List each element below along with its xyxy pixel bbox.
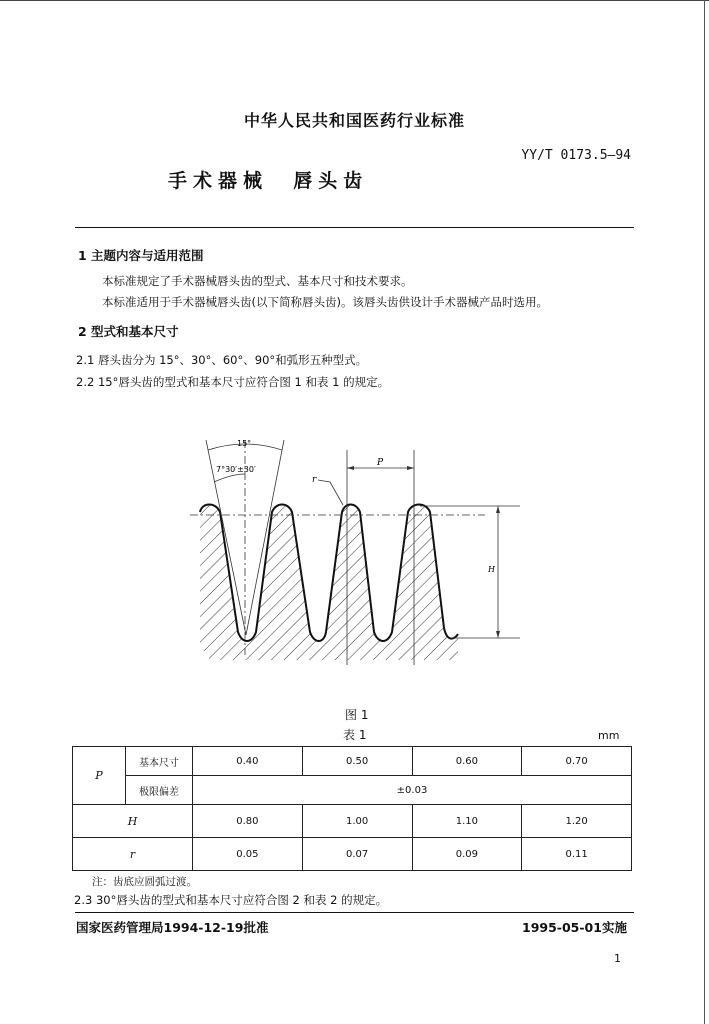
item-2-2: 2.2 15°唇头齿的型式和基本尺寸应符合图 1 和表 1 的规定。 bbox=[76, 375, 390, 389]
p-value: 0.50 bbox=[302, 747, 412, 776]
figure-caption: 图 1 bbox=[345, 708, 369, 722]
table-row bbox=[73, 747, 632, 776]
page-number: 1 bbox=[614, 952, 621, 965]
table-unit: mm bbox=[598, 729, 620, 742]
organization-title: 中华人民共和国医药行业标准 bbox=[243, 111, 465, 130]
table-caption: 表 1 bbox=[343, 728, 367, 742]
height-label: H bbox=[488, 565, 495, 574]
r-value: 0.11 bbox=[522, 838, 632, 871]
basic-size-label: 基本尺寸 bbox=[126, 747, 193, 776]
section1-para2: 本标准适用于手术器械唇头齿(以下简称唇头齿)。该唇头齿供设计手术器械产品时选用。 bbox=[102, 295, 548, 309]
item-2-1: 2.1 唇头齿分为 15°、30°、60°、90°和弧形五种型式。 bbox=[76, 353, 368, 367]
section1-heading: 1 主题内容与适用范围 bbox=[78, 248, 204, 263]
document-title: 手术器械 唇头齿 bbox=[168, 170, 369, 192]
p-value: 0.60 bbox=[412, 747, 522, 776]
h-row-label: H bbox=[73, 805, 193, 838]
header-rule bbox=[75, 227, 634, 228]
scan-top-edge bbox=[0, 0, 709, 1]
h-value: 1.10 bbox=[412, 805, 522, 838]
angle-label: 15° bbox=[237, 439, 252, 448]
tolerance-label: 极限偏差 bbox=[126, 776, 193, 805]
h-value: 0.80 bbox=[193, 805, 303, 838]
dimension-table bbox=[72, 746, 632, 871]
section2-heading: 2 型式和基本尺寸 bbox=[78, 324, 179, 339]
hatched-material bbox=[200, 505, 458, 661]
h-value: 1.20 bbox=[522, 805, 632, 838]
table-row bbox=[73, 805, 632, 838]
h-value: 1.00 bbox=[302, 805, 412, 838]
height-arrow-bottom bbox=[496, 631, 500, 638]
radius-label: r bbox=[312, 475, 317, 485]
item-2-3: 2.3 30°唇头齿的型式和基本尺寸应符合图 2 和表 2 的规定。 bbox=[74, 893, 388, 907]
r-row-label: r bbox=[73, 838, 193, 871]
approval-date: 国家医药管理局1994-12-19批准 bbox=[76, 920, 269, 935]
half-angle-label: 7°30′±30′ bbox=[216, 465, 256, 474]
r-value: 0.09 bbox=[412, 838, 522, 871]
pitch-label: P bbox=[377, 458, 384, 468]
scan-right-edge bbox=[704, 0, 705, 1024]
pitch-arrow-left bbox=[347, 466, 354, 470]
r-value: 0.07 bbox=[302, 838, 412, 871]
table-row bbox=[73, 776, 632, 805]
effective-date: 1995-05-01实施 bbox=[522, 920, 627, 935]
p-value: 0.40 bbox=[193, 747, 303, 776]
radius-leader bbox=[318, 480, 343, 505]
p-row-label: P bbox=[73, 747, 126, 805]
footer-rule bbox=[75, 912, 634, 913]
standard-code: YY/T 0173.5—94 bbox=[521, 148, 631, 163]
table-row bbox=[73, 838, 632, 871]
tolerance-value: ±0.03 bbox=[193, 776, 632, 805]
section1-para1: 本标准规定了手术器械唇头齿的型式、基本尺寸和技术要求。 bbox=[102, 274, 413, 288]
height-arrow-top bbox=[496, 506, 500, 513]
half-angle-arc bbox=[214, 474, 245, 482]
r-value: 0.05 bbox=[193, 838, 303, 871]
table-note: 注：齿底应圆弧过渡。 bbox=[92, 876, 197, 888]
pitch-arrow-right bbox=[407, 466, 414, 470]
tooth-profile-figure bbox=[180, 420, 530, 670]
p-value: 0.70 bbox=[522, 747, 632, 776]
